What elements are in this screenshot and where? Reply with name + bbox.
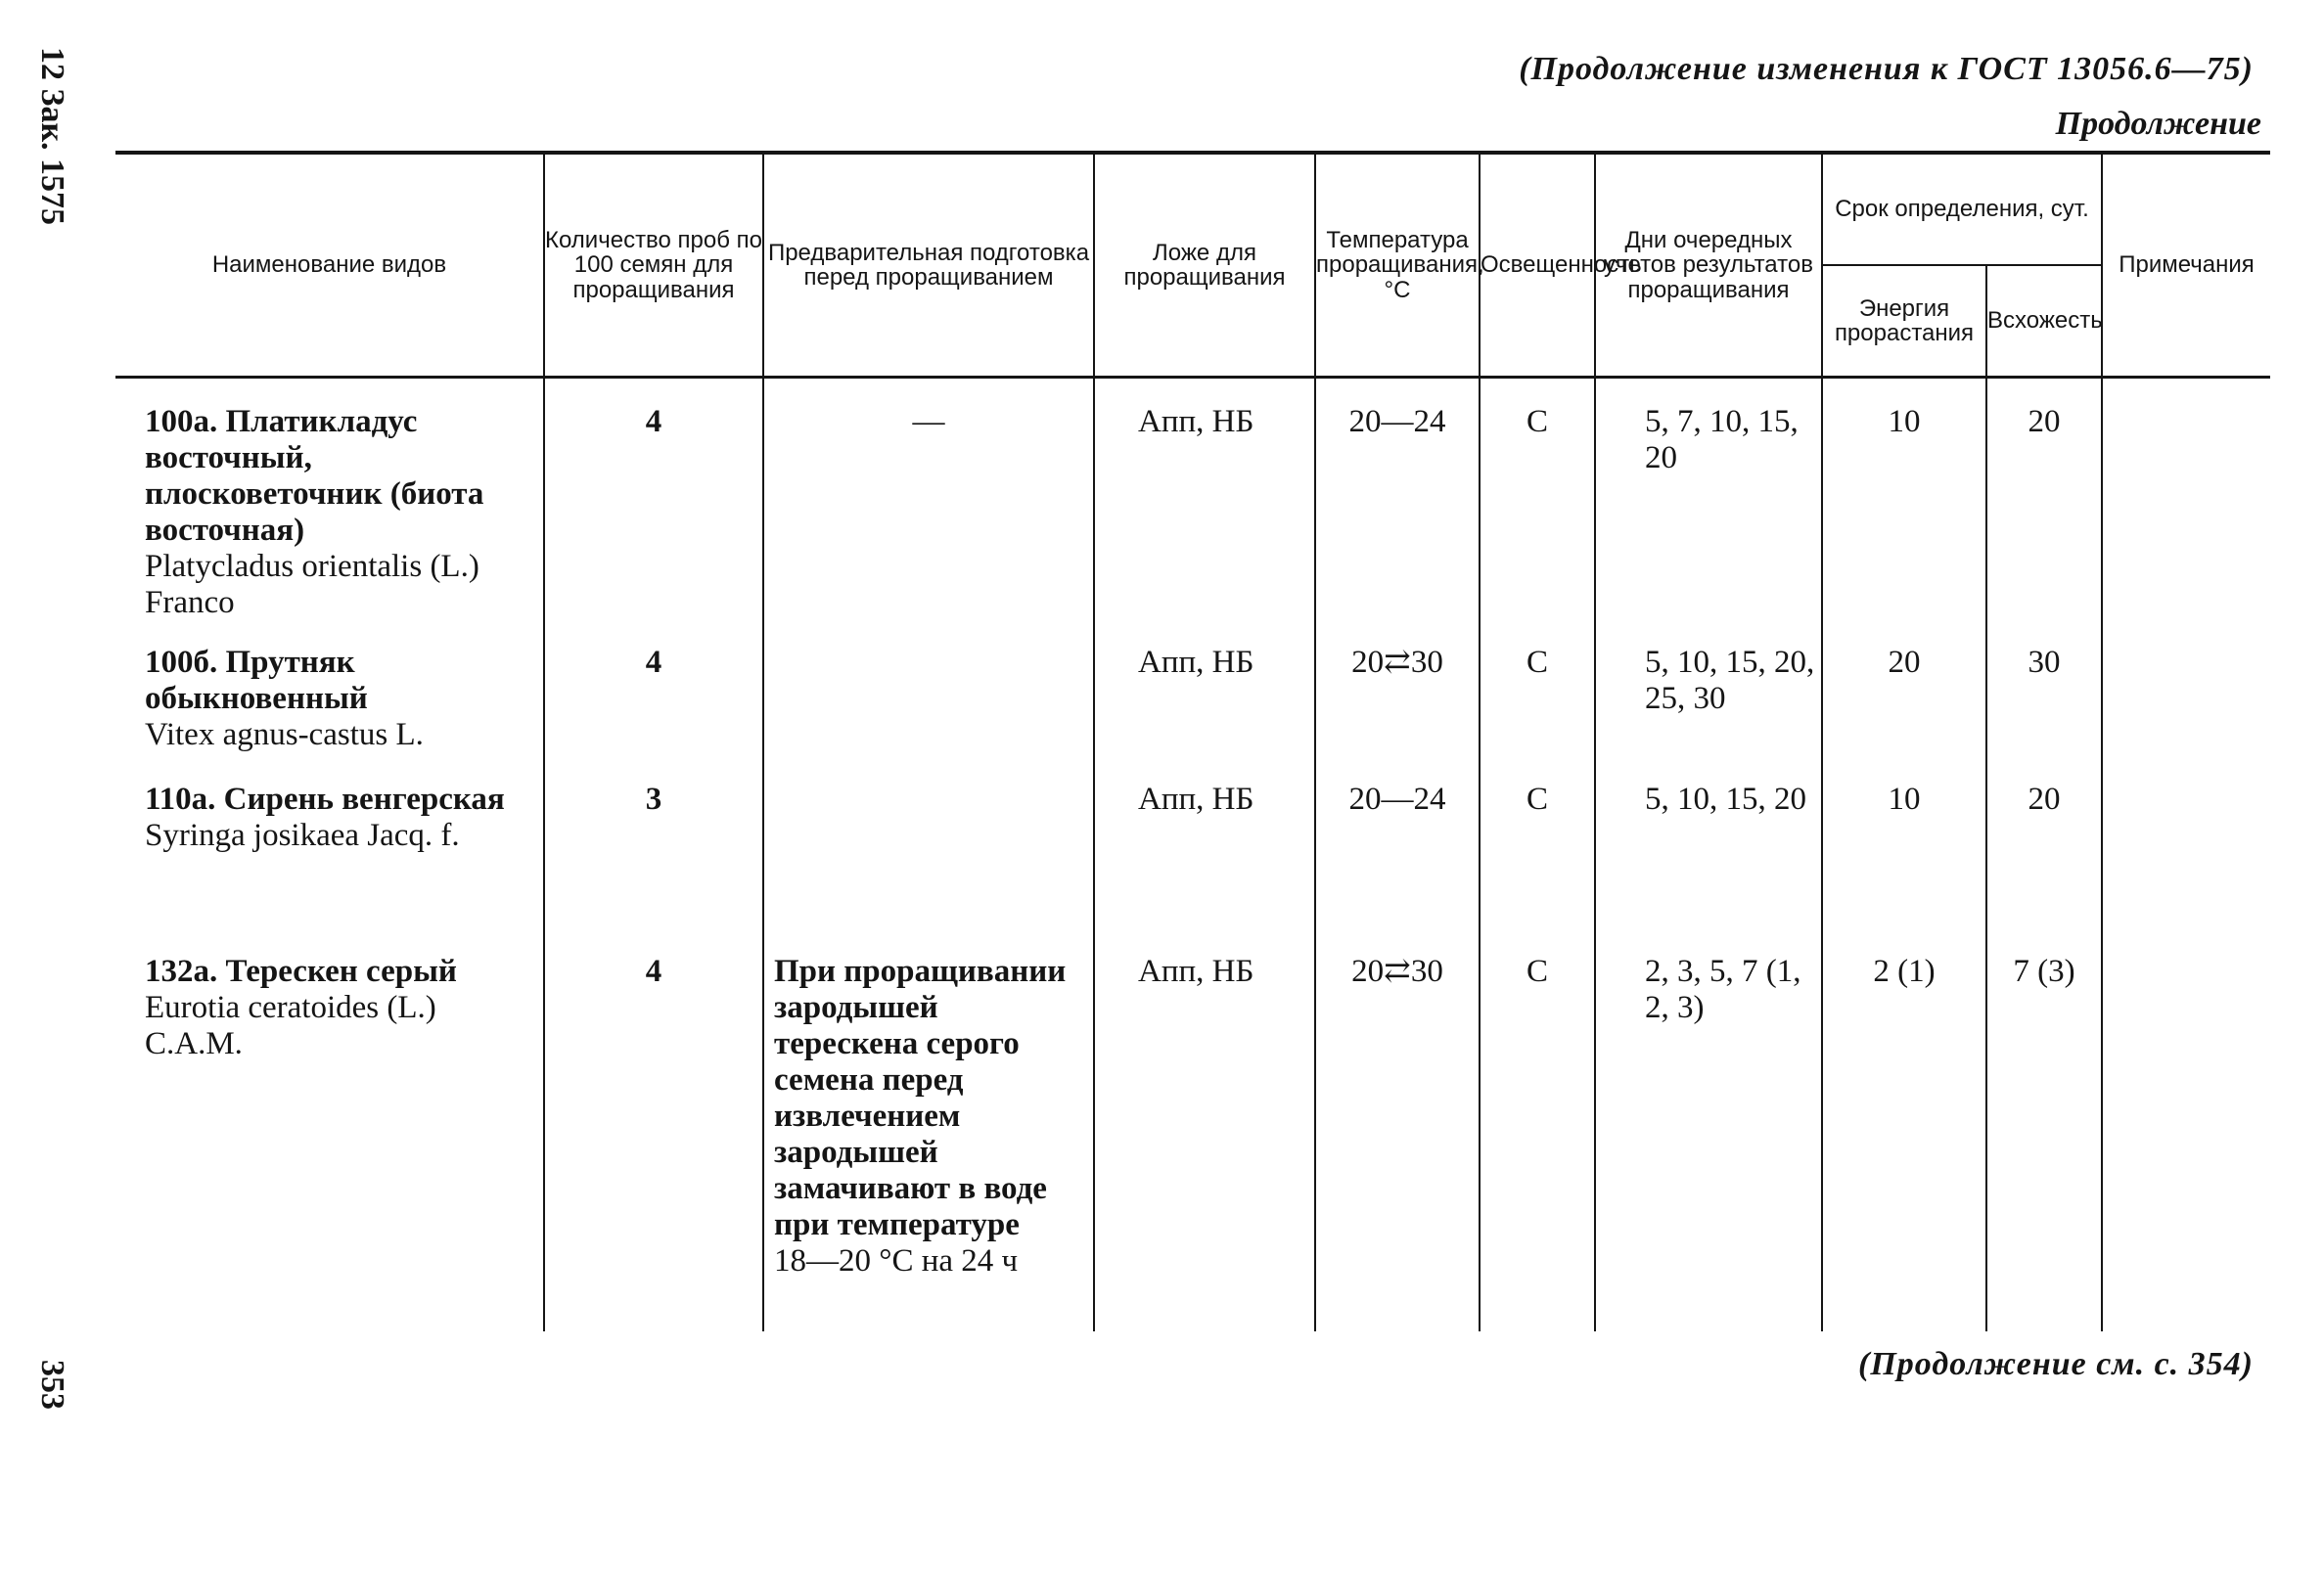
continuation-next: (Продолжение см. с. 354) [1858,1346,2254,1382]
bed-cell: Апп, НБ [1094,645,1315,782]
notes-cell [2102,782,2270,954]
page-number: 353 [34,1360,70,1410]
notes-cell [2102,645,2270,782]
temperature-cell: 20—24 [1315,782,1480,954]
prep-cell [763,782,1094,954]
samples-cell: 3 [544,782,763,954]
prep-cell [763,954,1094,1331]
germination-cell: 20 [1986,404,2102,645]
prep-cell [763,404,1094,645]
species-name-ru: 100а. Платикладус восточный, плосковеточник (биота восточная) [145,404,484,548]
samples-cell: 4 [544,954,763,1331]
germination-table [115,151,2270,1331]
species-name-latin: Syringa josikaea Jacq. f. [145,817,460,853]
col-header-samples: Количество проб по 100 семян для проращивания [544,153,763,378]
species-name-latin: Eurotia ceratoides (L.) C.A.M. [145,989,436,1061]
days-cell: 5, 7, 10, 15, 20 [1595,404,1822,645]
header-row-top [115,153,2270,265]
light-cell: С [1480,782,1595,954]
table-top-gap [115,378,2270,405]
table-row [115,645,2270,782]
notes-cell [2102,404,2270,645]
col-header-notes: Примечания [2102,153,2270,378]
bed-cell: Апп, НБ [1094,404,1315,645]
species-name-latin: Vitex agnus-castus L. [145,716,424,752]
prep-text-tail: 18—20 °С на 24 ч [774,1242,1019,1279]
table-row [115,954,2270,1331]
light-cell: С [1480,645,1595,782]
table-row [115,782,2270,954]
col-header-prep: Предварительная подготовка перед проращиванием [763,153,1094,378]
days-cell: 5, 10, 15, 20, 25, 30 [1595,645,1822,782]
prep-cell [763,645,1094,782]
table-body [115,378,2270,1332]
germination-cell: 20 [1986,782,2102,954]
temperature-cell: 20—24 [1315,404,1480,645]
margin-top-label: 12 Зак. 1575 [34,47,70,226]
energy-cell: 10 [1822,404,1986,645]
energy-cell: 20 [1822,645,1986,782]
col-header-temp: Температура проращивания, °С [1315,153,1480,378]
species-name-ru: 132а. Терескен серый [145,954,457,989]
col-header-term-group: Срок определения, сут. [1822,153,2102,265]
continuation-subtitle: Продолжение [2055,106,2261,142]
energy-cell: 10 [1822,782,1986,954]
col-header-days: Дни очередных учетов результатов проращивания [1595,153,1822,378]
col-header-germination: Всхожесть [1986,265,2102,378]
bed-cell: Апп, НБ [1094,782,1315,954]
continuation-title: (Продолжение изменения к ГОСТ 13056.6—75) [1519,51,2254,87]
days-cell: 5, 10, 15, 20 [1595,782,1822,954]
table-row [115,404,2270,645]
germination-cell: 30 [1986,645,2102,782]
samples-cell: 4 [544,404,763,645]
col-header-name: Наименование видов [115,153,544,378]
species-name-cell [115,404,544,645]
species-name-cell [115,782,544,954]
col-header-light: Освещенность [1480,153,1595,378]
species-name-cell [115,954,544,1331]
species-name-ru: 110а. Сирень венгерская [145,782,505,817]
temperature-cell: 20⇄30 [1315,954,1480,1331]
temperature-cell: 20⇄30 [1315,645,1480,782]
light-cell: С [1480,404,1595,645]
prep-text: При проращивании зародышей терескена серого семена перед извлечением зародышей замачивают в воде при температуре [774,954,1067,1242]
energy-cell: 2 (1) [1822,954,1986,1331]
species-name-ru: 100б. Прутняк обыкновенный [145,645,368,716]
bed-cell: Апп, НБ [1094,954,1315,1331]
col-header-energy: Энергия прорастания [1822,265,1986,378]
notes-cell [2102,954,2270,1331]
prep-text: — [912,404,945,439]
light-cell: С [1480,954,1595,1331]
species-name-latin: Platycladus orientalis (L.) Franco [145,548,479,620]
col-header-bed: Ложе для проращивания [1094,153,1315,378]
days-cell: 2, 3, 5, 7 (1, 2, 3) [1595,954,1822,1331]
species-name-cell [115,645,544,782]
germination-cell: 7 (3) [1986,954,2102,1331]
samples-cell: 4 [544,645,763,782]
